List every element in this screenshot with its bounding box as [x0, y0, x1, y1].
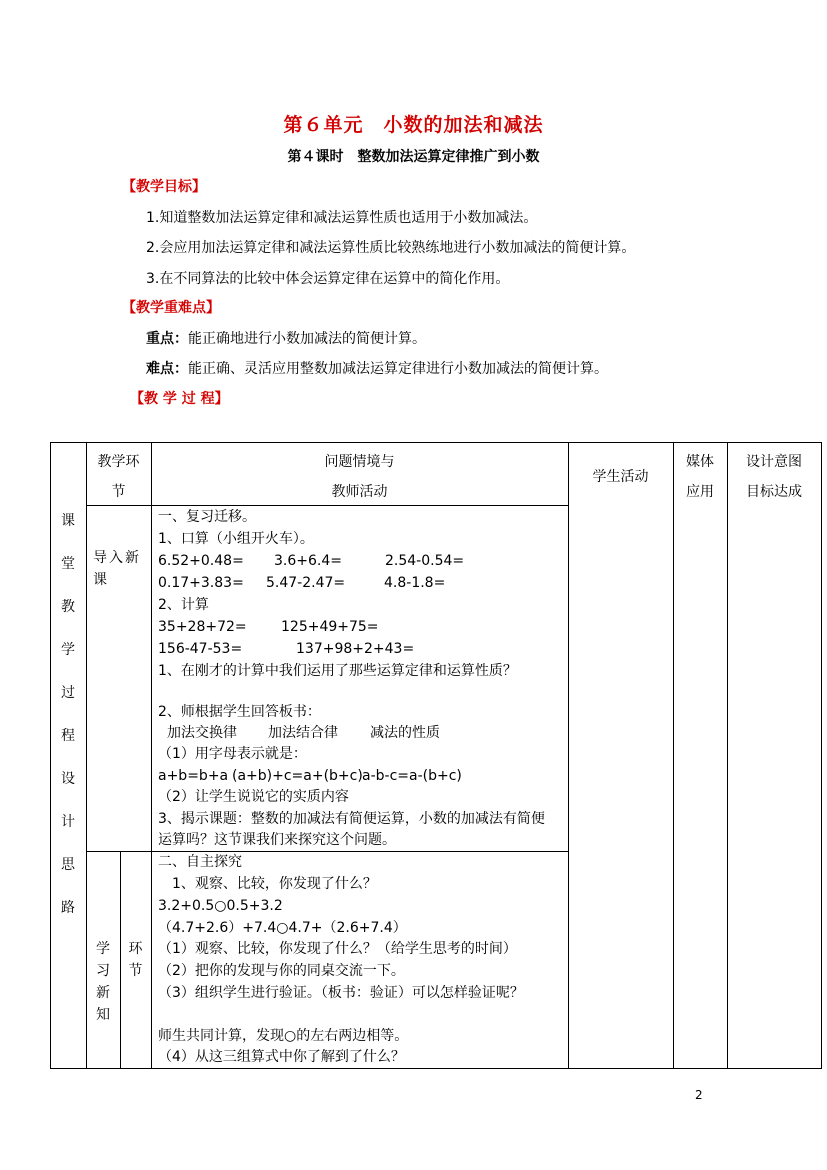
content-line: （4.7+2.6）+7.4○4.7+（2.6+7.4）	[158, 920, 407, 936]
table-col-divider	[568, 442, 569, 1069]
side-label-char: 过	[61, 685, 75, 701]
lesson-subtitle: 第４课时 整数加法运算定律推广到小数	[287, 149, 540, 165]
side-label-char: 路	[61, 900, 75, 916]
key-point-row	[146, 328, 426, 348]
stage-char: 学	[96, 941, 110, 957]
content-line: 减法的性质	[370, 725, 440, 741]
content-line: 3.6+6.4=	[274, 553, 342, 569]
content-line: 1、口算（小组开火车）。	[158, 531, 314, 547]
page-number: 2	[695, 1088, 703, 1102]
content-line: a-b-c=a-(b+c)	[362, 768, 462, 784]
process-heading: 【教 学 过 程】	[130, 391, 229, 407]
table-col-divider	[727, 442, 728, 1069]
content-line: 5.47-2.47=	[266, 575, 346, 591]
content-line: 2.54-0.54=	[385, 553, 465, 569]
content-line: 3、揭示课题：整数的加减法有简便运算，小数的加减法有简便	[158, 811, 545, 827]
content-line: 1、观察、比较，你发现了什么？	[172, 876, 377, 892]
content-line: 2、计算	[158, 597, 209, 613]
header-stage: 节	[111, 484, 126, 500]
content-line: (a+b)+c=a+(b+c)	[232, 768, 363, 784]
sub-stage-char: 环	[128, 941, 143, 957]
header-problem: 教师活动	[331, 484, 388, 500]
header-stage: 教学环	[97, 454, 140, 470]
stage-char: 习	[96, 963, 110, 979]
header-media: 应用	[686, 484, 714, 500]
side-label-char: 程	[61, 728, 75, 744]
stage-label: 导入新	[93, 550, 141, 566]
content-line: 1、在刚才的计算中我们运用了那些运算定律和运算性质？	[158, 663, 517, 679]
difficulty-row	[146, 358, 608, 378]
header-design: 目标达成	[746, 484, 802, 500]
content-line: 加法结合律	[268, 725, 338, 741]
header-design: 设计意图	[746, 454, 802, 470]
objective-item: 3.在不同算法的比较中体会运算定律在运算中的简化作用。	[146, 271, 510, 287]
key-point-label: 重点：	[146, 331, 188, 347]
content-line: 二、自主探究	[158, 854, 242, 870]
key-point-text: 能正确地进行小数加减法的简便计算。	[188, 331, 426, 347]
content-line: 6.52+0.48=	[158, 553, 244, 569]
side-label-char: 学	[61, 642, 75, 658]
header-student: 学生活动	[592, 469, 649, 485]
content-line: 137+98+2+43=	[296, 641, 415, 657]
objective-item: 1.知道整数加法运算定律和减法运算性质也适用于小数加减法。	[146, 210, 538, 226]
table-border-left	[50, 442, 51, 1069]
content-line: 156-47-53=	[158, 641, 243, 657]
lesson-plan-table	[50, 442, 822, 1069]
content-line: （2）让学生说说它的实质内容	[158, 789, 349, 805]
side-label-char: 课	[61, 513, 75, 529]
table-border-right	[821, 442, 822, 1069]
table-col-divider	[151, 442, 152, 1069]
difficulty-text: 能正确、灵活应用整数加减法运算定律进行小数加减法的简便计算。	[188, 361, 608, 377]
content-line: 2、师根据学生回答板书：	[158, 704, 321, 720]
objectives-heading: 【教学目标】	[122, 179, 206, 195]
content-line: 4.8-1.8=	[384, 575, 446, 591]
table-col-divider	[120, 851, 121, 1069]
stage-char: 新	[96, 985, 110, 1001]
content-line: （4）从这三组算式中你了解到了什么？	[158, 1049, 405, 1065]
stage-char: 知	[96, 1007, 110, 1023]
content-line: 运算吗？这节课我们来探究这个问题。	[158, 832, 396, 848]
content-line: 0.17+3.83=	[158, 575, 244, 591]
difficulty-label: 难点：	[146, 361, 188, 377]
side-label-char: 堂	[61, 556, 75, 572]
table-col-divider	[673, 442, 674, 1069]
stage-label: 课	[93, 572, 107, 588]
content-line: 师生共同计算，发现○的左右两边相等。	[158, 1028, 409, 1044]
content-line: 35+28+72=	[158, 619, 247, 635]
side-label-char: 思	[61, 857, 75, 873]
content-line: 3.2+0.5○0.5+3.2	[158, 898, 283, 914]
table-border-bottom	[50, 1068, 822, 1069]
content-line: 125+49+75=	[281, 619, 379, 635]
header-media: 媒体	[686, 454, 714, 470]
page-title: 第６单元 小数的加法和减法	[283, 114, 544, 136]
side-label-char: 计	[61, 814, 75, 830]
content-line: （3）组织学生进行验证。（板书：验证）可以怎样验证呢？	[158, 985, 524, 1001]
content-line: 加法交换律	[167, 725, 237, 741]
key-points-heading: 【教学重难点】	[122, 300, 220, 316]
table-header-divider	[86, 505, 568, 506]
content-line: （1）用字母表示就是：	[158, 746, 307, 762]
header-problem: 问题情境与	[324, 454, 395, 470]
table-border-top	[50, 442, 822, 443]
content-line: （1）观察、比较，你发现了什么？（给学生思考的时间）	[158, 941, 517, 957]
content-line: （2）把你的发现与你的同桌交流一下。	[158, 963, 405, 979]
side-label-char: 教	[61, 599, 75, 615]
content-line: 一、复习迁移。	[158, 509, 256, 525]
objective-item: 2.会应用加法运算定律和减法运算性质比较熟练地进行小数加减法的简便计算。	[146, 240, 636, 256]
side-label-char: 设	[61, 771, 75, 787]
content-line: a+b=b+a	[158, 768, 229, 784]
sub-stage-char: 节	[128, 963, 143, 979]
